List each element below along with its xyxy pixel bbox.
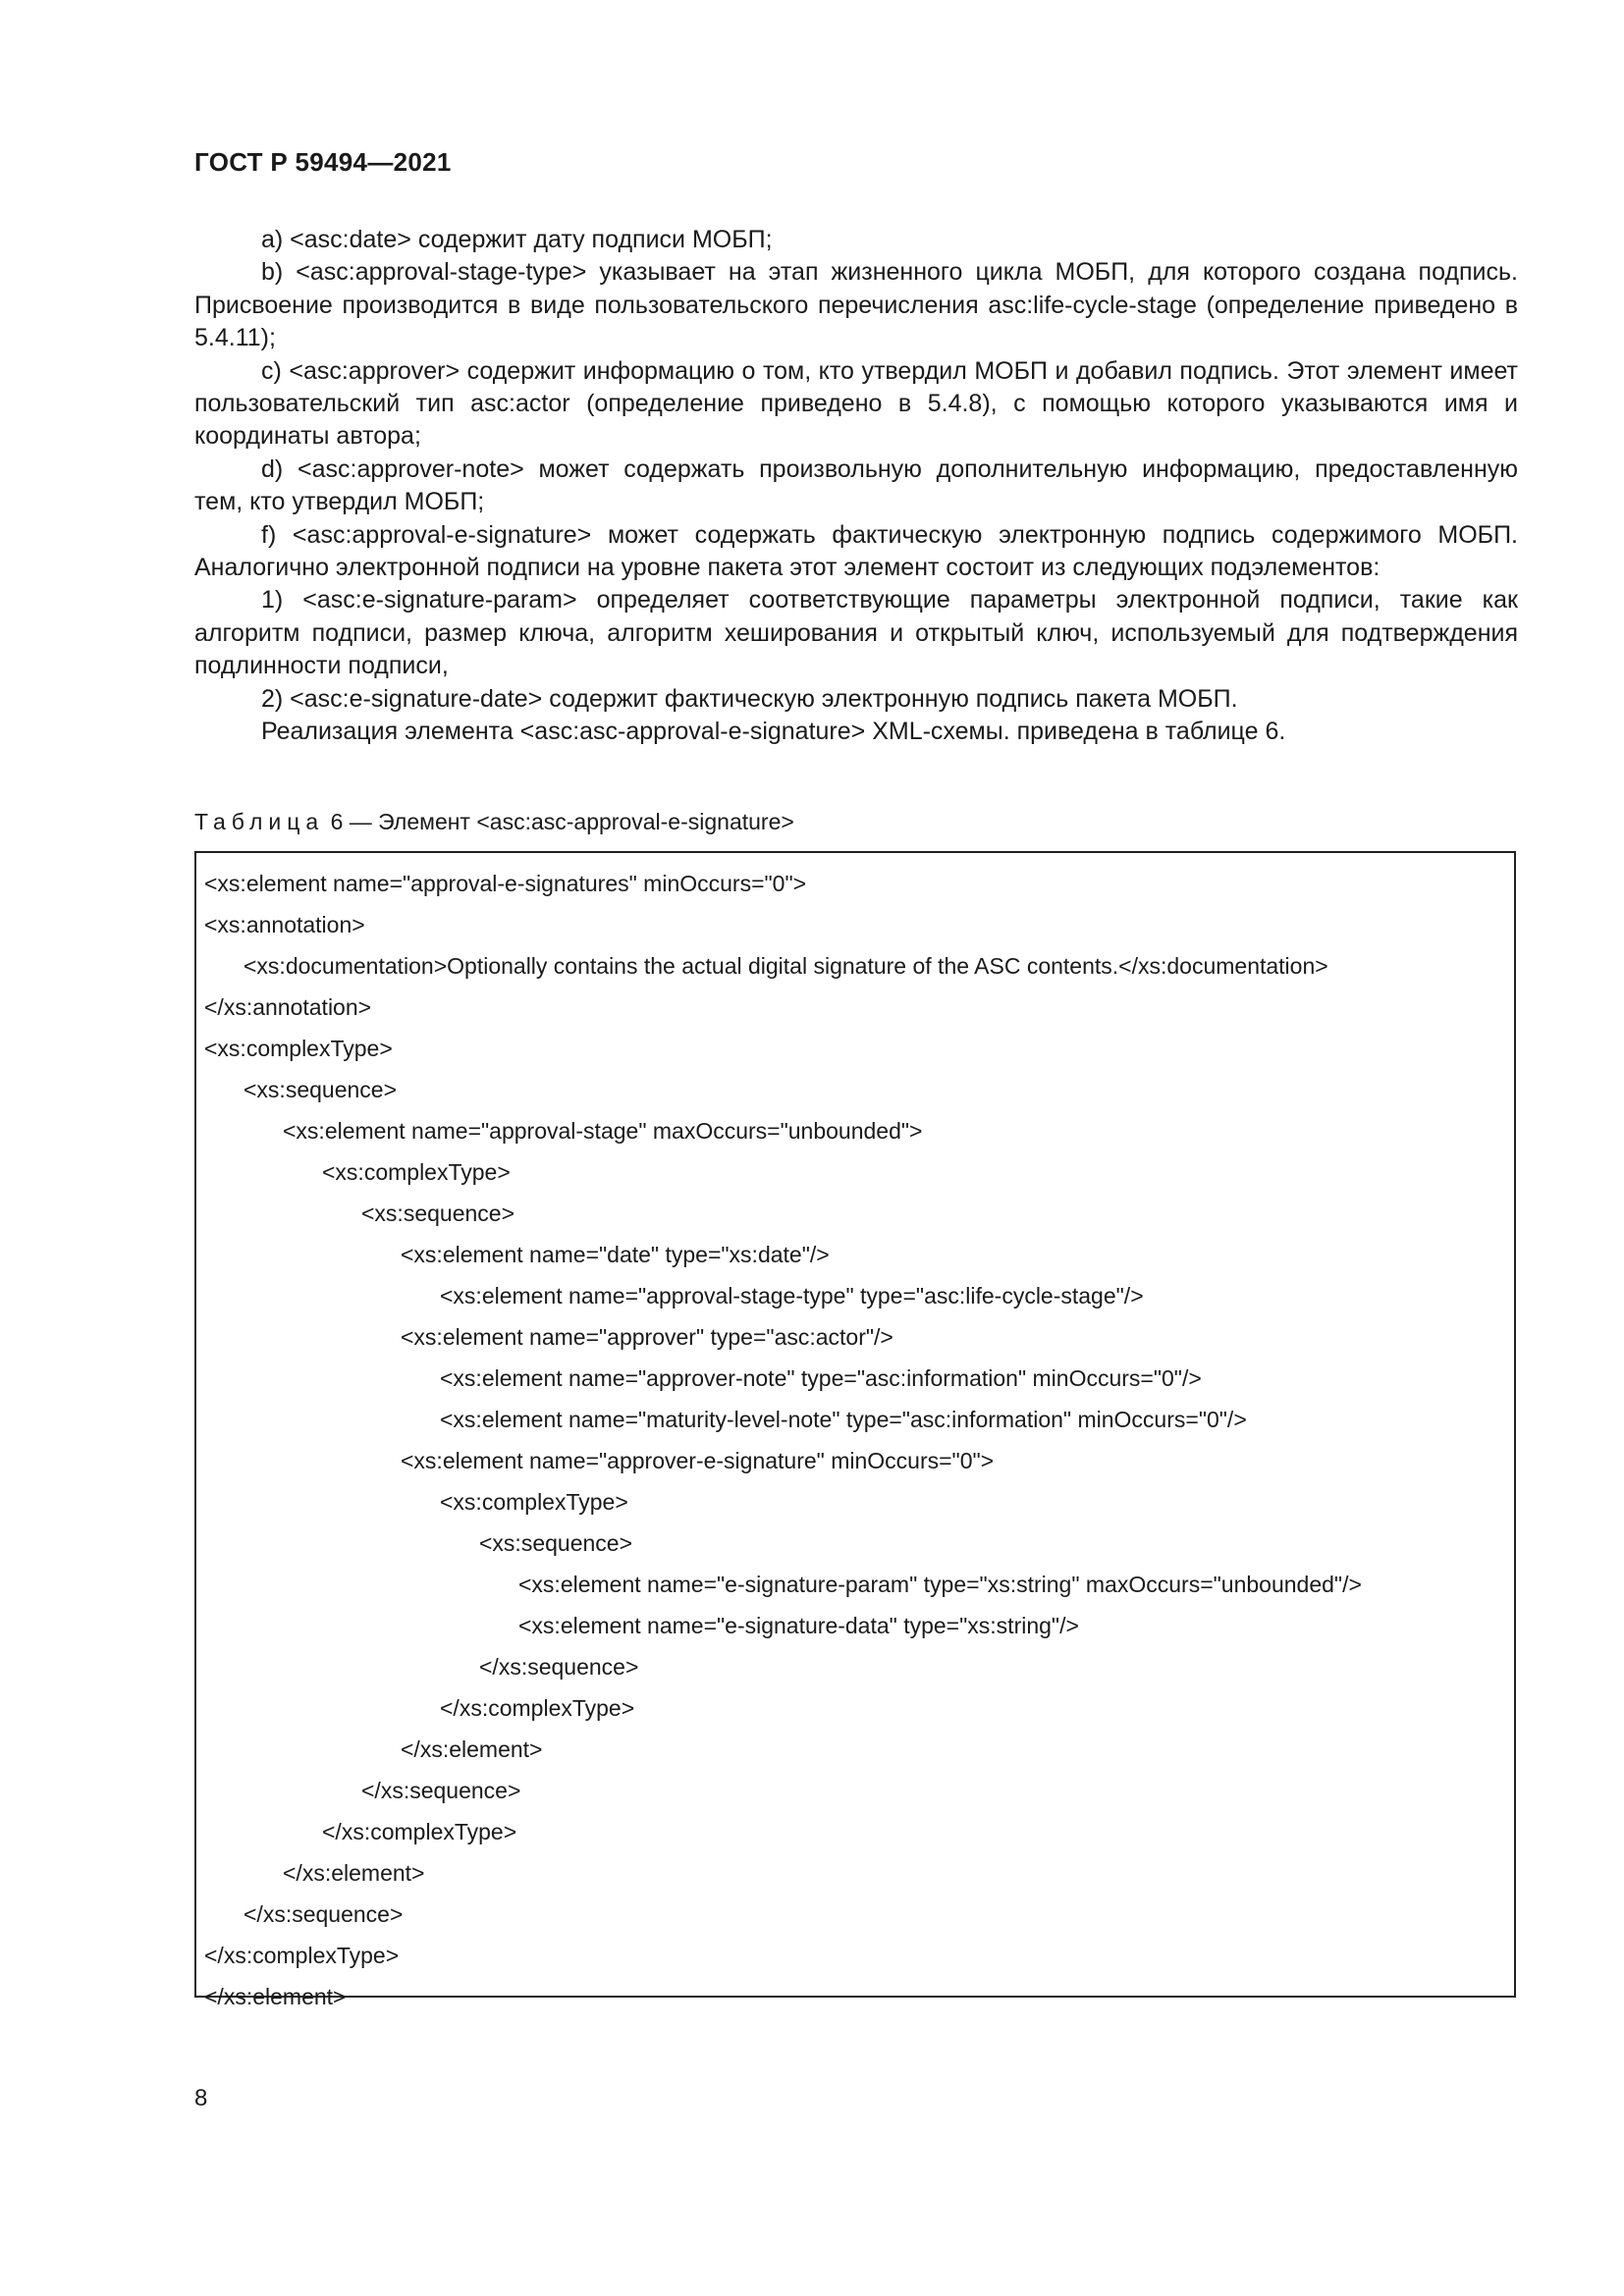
code-line: </xs:complexType> <box>440 1695 635 1721</box>
code-line: <xs:documentation>Optionally contains the actual digital signature of the ASC contents.</xs:documentation> <box>244 953 1328 979</box>
code-line: </xs:complexType> <box>322 1819 517 1844</box>
code-line: <xs:complexType> <box>322 1159 511 1185</box>
code-line: <xs:sequence> <box>361 1201 515 1226</box>
code-line: <xs:element name="approval-stage" maxOccurs="unbounded"> <box>283 1118 923 1144</box>
code-line: <xs:complexType> <box>204 1036 393 1061</box>
table-caption-text: 6 — Элемент <asc:asc-approval-e-signature> <box>330 809 794 834</box>
code-line: <xs:element name="maturity-level-note" type="asc:information" minOccurs="0"/> <box>440 1407 1247 1432</box>
code-line: <xs:element name="e-signature-param" type="xs:string" maxOccurs="unbounded"/> <box>518 1572 1362 1597</box>
body-text <box>194 224 1518 749</box>
standard-header: ГОСТ Р 59494—2021 <box>194 147 452 177</box>
code-line: <xs:sequence> <box>244 1077 398 1102</box>
code-line: <xs:element name="date" type="xs:date"/> <box>401 1242 830 1267</box>
code-line: </xs:sequence> <box>244 1901 404 1927</box>
code-line: </xs:annotation> <box>204 994 372 1020</box>
paragraph-item-c: с) <asc:approver> содержит информацию о том, кто утвердил МОБП и добавил подпись. Этот элемент имеет пользовательский тип asc:actor (определение приведено в 5.4.8), с помощью которого указываются имя и координаты автора; <box>194 356 1518 451</box>
paragraph-item-b: b) <asc:approval-stage-type> указывает на этап жизненного цикла МОБП, для которого создана подпись. Присвоение производится в виде пользовательского перечисления asc:life-cycle-stage (определение приведено в 5.4.11); <box>194 258 1518 352</box>
page-number: 8 <box>194 2085 208 2111</box>
code-line: <xs:complexType> <box>440 1489 628 1515</box>
paragraph-subitem-2: 2) <asc:e-signature-date> содержит фактическую электронную подпись пакета МОБП. <box>261 684 1238 713</box>
code-line: <xs:element name="approval-e-signatures" minOccurs="0"> <box>204 871 807 896</box>
code-line: <xs:element name="e-signature-data" type="xs:string"/> <box>518 1613 1079 1638</box>
code-line: <xs:annotation> <box>204 912 365 937</box>
code-line: </xs:element> <box>283 1860 425 1886</box>
code-line: <xs:element name="approval-stage-type" type="asc:life-cycle-stage"/> <box>440 1283 1144 1308</box>
xml-schema-table <box>194 851 1516 2009</box>
paragraph-item-a: а) <asc:date> содержит дату подписи МОБП; <box>261 226 773 253</box>
code-line: <xs:element name="approver-note" type="asc:information" minOccurs="0"/> <box>440 1365 1202 1391</box>
paragraph-item-d: d) <asc:approver-note> может содержать произвольную дополнительную информацию, предоставленную тем, кто утвердил МОБП; <box>194 454 1518 516</box>
code-line: <xs:element name="approver" type="asc:actor"/> <box>401 1324 893 1350</box>
table-label: Таблица <box>194 809 325 834</box>
paragraph-item-f: f) <asc:approval-e-signature> может содержать фактическую электронную подпись содержимого МОБП. Аналогично электронной подписи на уровне пакета этот элемент состоит из следующих подэлементов: <box>194 520 1518 582</box>
code-line: </xs:sequence> <box>479 1654 639 1680</box>
code-line: <xs:sequence> <box>479 1530 633 1556</box>
paragraph-subitem-1: 1) <asc:e-signature-param> определяет соответствующие параметры электронной подписи, такие как алгоритм подписи, размер ключа, алгоритм хеширования и открытый ключ, используемый для подтверждения подлинности подписи, <box>194 586 1518 680</box>
paragraph-table-reference: Реализация элемента <asc:asc-approval-e-signature> XML-схемы. приведена в таблице 6. <box>261 718 1286 746</box>
code-line: </xs:element> <box>204 1984 347 2009</box>
code-line: </xs:sequence> <box>361 1778 521 1803</box>
table-caption <box>194 809 794 835</box>
code-line: <xs:element name="approver-e-signature" minOccurs="0"> <box>401 1448 995 1473</box>
code-line: </xs:element> <box>401 1736 543 1762</box>
code-line: </xs:complexType> <box>204 1943 400 1968</box>
